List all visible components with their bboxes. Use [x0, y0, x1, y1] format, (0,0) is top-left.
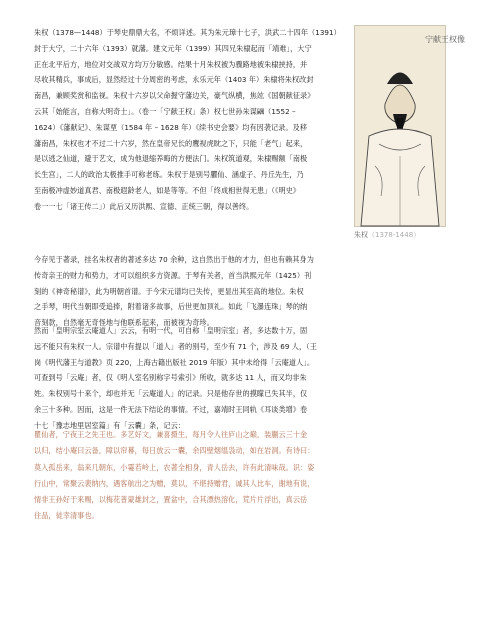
text-line: 封于大宁，二十六年（1393）就藩。建文元年（1399）其四兄朱棣起而「靖难」，大宁 [34, 43, 312, 53]
text-line: 是以逃之仙道，避于艺文，成为他退缩养晦的方便法门。朱权筑道观，朱棣赐额「南极 [34, 154, 308, 164]
text-line: 之手琴，明代当朝即受追捧，附着诸多故事，后世更加顶礼。如此「飞瀑连珠」琴的纳 [34, 302, 308, 312]
quote-line: 以归，结小庵曰云备，障以帘幕，每日放云一囊，余四壁烟缊袅动，如在岩洞。有诗曰： [34, 446, 315, 456]
portrait-image [354, 25, 465, 227]
text-line: 南昌，兼顾奖赏和监视。朱权十六岁以父命握守藩边关，豪气纵横，焦竑《国朝献征录》 [34, 91, 315, 101]
text-line: 今存见于著录，挂名朱权者的著述多达 70 余种，这自然出于他的才力，但也有赖其身为 [34, 255, 314, 264]
text-line: 朱权（1378—1448）于琴史鼎鼎大名，不烦详述。其为朱元璋十七子，洪武二十四年（1391） [34, 28, 341, 37]
text-line: 余三十多种。因而，这是一件无法下结论的事情。不过，嘉靖时王同轨《耳谈类增》卷 [34, 404, 308, 414]
text-line: 正在北平后方，地位对交战双方均万分敏感。结果十月朱权被为骤路地被朱棣挟持，并 [34, 59, 308, 69]
text-line: 云其「始能言，自称大明奇士」。（卷一「宁献王权」条）权七世孙朱谋𪕴（1552 – [34, 106, 296, 116]
text-line: 岗《明代藩王与道教》页 220，上海古籍出版社 2019 年版）其中未给得「云庵道人」。 [34, 357, 315, 367]
text-line: 尽收其精兵，事成后，显然经过十分周密的考虑，永乐元年（1403 年）朱棣将朱权改封 [34, 75, 314, 85]
text-line: 十七「豫志地里居室篇」有「云囊」条，记云： [34, 420, 186, 430]
text-line: 音刻款，自然毫无奇怪地与他联系起来，而被视为奇珍。 [34, 318, 214, 328]
text-line: 藩南昌，朱权也才不过二十六岁，然在皇帝兄长的鹰视虎眈之下，只能「老气」起来， [34, 138, 308, 148]
quote-line: 住品，徒幸清事也。 [34, 511, 99, 521]
paragraph-2 [34, 252, 348, 331]
text-line: 卷一一七「诸王传二」）此后又历洪熙、宣德、正统三朝，得以善终。 [34, 201, 254, 211]
text-line: 然而「皇明宗室云庵道人」云云，有明一代，可自称「皇明宗室」者，多达数十万，固 [34, 326, 308, 335]
portrait-drawing [355, 26, 465, 226]
text-line: 长生宫」，二人的政治太极推手可称老练。朱权于是别号臞仙、涵虚子、丹丘先生，乃 [34, 170, 304, 180]
quoted-passage [34, 427, 442, 525]
text-line: 姓。朱权别号十来个，却也并无「云庵道人」的记录。只是他存世的摸矇已失其半，仅 [34, 389, 308, 399]
text-line: 刻的《神奇秘谱》，此为明朝首谱。于今宋元谱均已失传，更显出其至高的地位。朱权 [34, 286, 304, 296]
quote-line: 瞿仙者，宁夜王之先王也。多艺好文，兼喜摄生，每月令人往庐山之巅，装蒯云三十金 [34, 430, 308, 439]
quote-line: 情非王孙好于来赐，以梅花普蒙雄封之，置盆中，合其漂热溶化，荒片片浮出，真云岳 [34, 495, 308, 505]
paragraph-1 [34, 25, 348, 215]
quote-line: 行山中，常聚云裴纳内，遇客航出之为赠，莫以，不堪持赠君，诚其人比车，谢地有说， [34, 478, 315, 488]
quote-line: 莫入孤岳来，翁来几朝东，小霎若岭上，农著全相身，青人岳去，许有此清味哉。识：姿 [34, 462, 315, 472]
text-line: 远不能只有朱权一人。宗谱中有提以「道人」者的别号，至少有 71 个，涉及 69 人，（王 [34, 341, 317, 351]
text-line: 传奇亲王的财力和势力，才可以组织多方资源。于琴有关者，首当洪熙元年（1425）刊 [34, 270, 312, 280]
caption-years: （1378-1448） [368, 231, 421, 239]
text-line: 1624）《藩献记》、朱谋垔（1584 年 – 1628 年）《续书史会要》均有因袭记录。及移 [34, 122, 308, 132]
caption-name: 朱权 [354, 231, 368, 239]
paragraph-3 [34, 323, 348, 434]
text-line: 至南极冲虚妙道真君、南极遐龄老人，如是等等。不但「终成相世得无患」（《明史》 [34, 185, 301, 195]
portrait-caption [354, 230, 420, 240]
text-line: 可查到号「云庵」者，仅《明人室名别称字号索引》所收，就多达 11 人，而又均非朱 [34, 373, 307, 383]
portrait-title: 宁献王权像 [425, 35, 465, 44]
